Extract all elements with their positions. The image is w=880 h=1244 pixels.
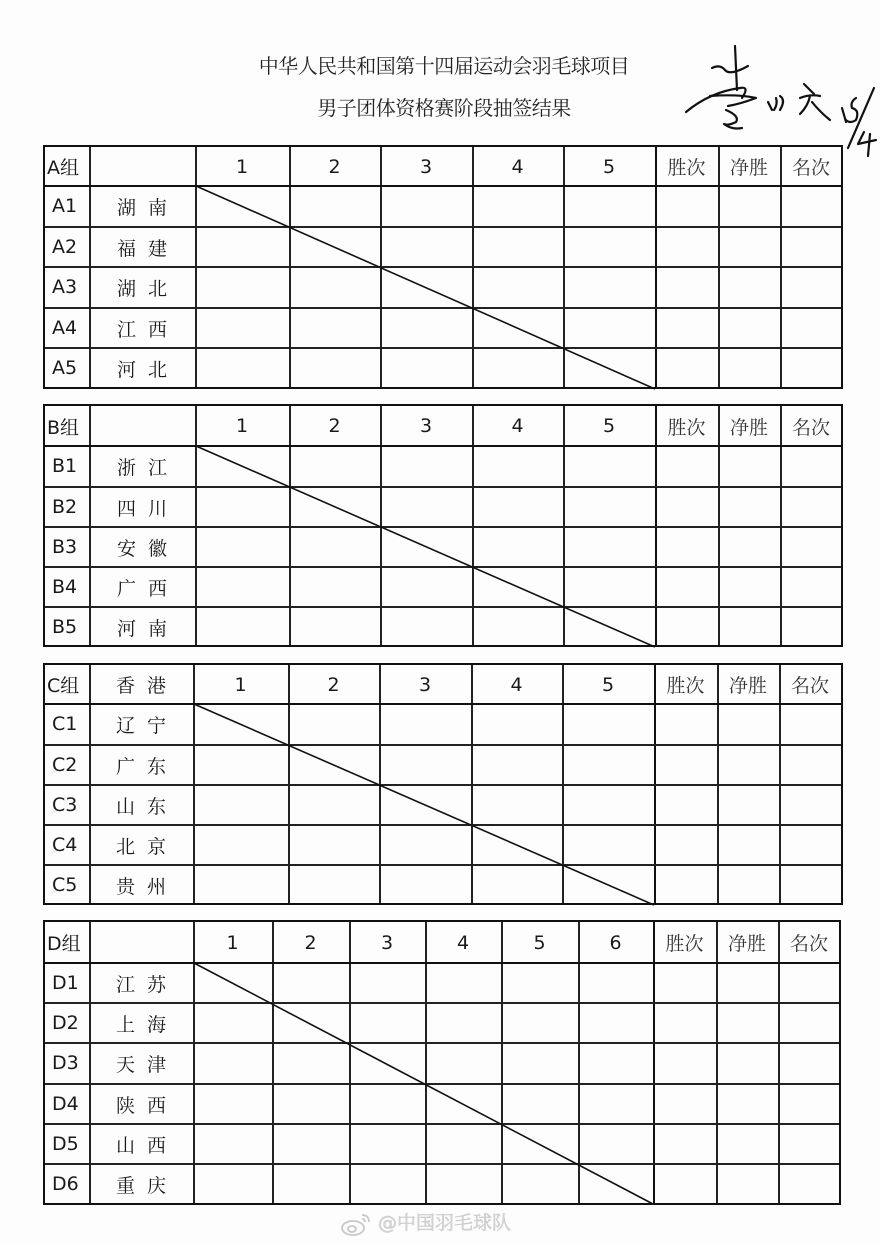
wins-header: 胜次 bbox=[667, 157, 706, 179]
team-code: A5 bbox=[52, 357, 78, 379]
group-c-table bbox=[43, 663, 843, 905]
team-code: D3 bbox=[52, 1052, 79, 1074]
team-code: C3 bbox=[52, 794, 78, 816]
team-name: 河北 bbox=[116, 358, 179, 381]
document-title-line2: 男子团体资格赛阶段抽签结果 bbox=[317, 96, 571, 120]
net-wins-header: 净胜 bbox=[729, 416, 768, 439]
team-name: 山西 bbox=[115, 1134, 178, 1157]
team-code: C4 bbox=[52, 834, 78, 856]
rank-header: 名次 bbox=[791, 416, 830, 439]
team-name: 福建 bbox=[116, 237, 179, 260]
team-code: D5 bbox=[52, 1133, 79, 1155]
team-code: D2 bbox=[52, 1012, 79, 1034]
wins-header: 胜次 bbox=[667, 416, 706, 439]
column-header: 2 bbox=[304, 931, 317, 954]
team-code: B1 bbox=[52, 455, 78, 477]
team-code: A4 bbox=[52, 317, 78, 339]
group-label: B组 bbox=[47, 416, 80, 439]
team-name: 天津 bbox=[115, 1053, 178, 1076]
team-code: B5 bbox=[52, 616, 78, 638]
team-name: 辽宁 bbox=[115, 714, 178, 737]
team-code: D6 bbox=[52, 1173, 79, 1195]
group-a-table bbox=[43, 145, 843, 389]
net-wins-header: 净胜 bbox=[729, 157, 768, 179]
wins-header: 胜次 bbox=[666, 675, 705, 697]
team-code: D4 bbox=[52, 1093, 79, 1115]
column-header: 6 bbox=[609, 931, 622, 954]
team-name: 上海 bbox=[115, 1013, 178, 1036]
team-code: B2 bbox=[52, 496, 78, 518]
team-code: D1 bbox=[52, 972, 79, 994]
team-code: C1 bbox=[52, 713, 78, 735]
column-header: 2 bbox=[327, 673, 340, 696]
team-name: 山东 bbox=[115, 795, 178, 818]
team-name: 北京 bbox=[115, 835, 178, 858]
column-header: 2 bbox=[328, 415, 341, 437]
watermark-text: @中国羽毛球队 bbox=[378, 1212, 512, 1234]
group-label: C组 bbox=[47, 675, 80, 697]
wins-header: 胜次 bbox=[665, 933, 704, 955]
team-code: A2 bbox=[52, 236, 78, 258]
column-header: 5 bbox=[602, 155, 616, 178]
rank-header: 名次 bbox=[790, 675, 829, 697]
team-name: 江西 bbox=[116, 318, 179, 341]
team-code: C5 bbox=[52, 874, 78, 896]
team-code: B4 bbox=[52, 576, 78, 598]
column-header: 4 bbox=[511, 155, 524, 178]
column-header: 4 bbox=[510, 673, 523, 696]
group-header-extra bbox=[89, 147, 195, 186]
team-name: 广西 bbox=[116, 577, 179, 600]
column-header: 3 bbox=[418, 673, 432, 696]
handwritten-signature-icon bbox=[680, 40, 880, 160]
team-code: A1 bbox=[52, 195, 78, 217]
column-header: 3 bbox=[419, 415, 433, 437]
team-code: A3 bbox=[52, 276, 78, 298]
watermark bbox=[340, 1208, 511, 1237]
weibo-logo-icon bbox=[340, 1211, 372, 1237]
column-header: 5 bbox=[601, 673, 615, 696]
group-d-table bbox=[43, 920, 841, 1205]
team-name: 河南 bbox=[116, 617, 179, 640]
net-wins-header: 净胜 bbox=[728, 675, 767, 697]
column-header: 4 bbox=[511, 415, 524, 437]
column-header: 5 bbox=[602, 415, 616, 437]
team-code: B3 bbox=[52, 536, 78, 558]
team-name: 湖南 bbox=[116, 196, 179, 219]
rank-header: 名次 bbox=[791, 157, 830, 179]
group-header-extra bbox=[89, 406, 195, 446]
column-header: 3 bbox=[380, 931, 394, 954]
group-header-extra bbox=[89, 922, 193, 963]
team-name: 安徽 bbox=[116, 537, 179, 560]
column-header: 4 bbox=[456, 931, 470, 954]
team-name: 浙江 bbox=[116, 456, 179, 479]
team-name: 贵州 bbox=[115, 875, 178, 898]
column-header: 1 bbox=[235, 415, 249, 437]
team-name: 四川 bbox=[116, 497, 179, 520]
rank-header: 名次 bbox=[789, 933, 828, 955]
group-label: D组 bbox=[47, 933, 81, 955]
document-title-line1: 中华人民共和国第十四届运动会羽毛球项目 bbox=[258, 54, 630, 78]
team-code: C2 bbox=[52, 754, 78, 776]
column-header: 1 bbox=[234, 673, 247, 696]
team-name: 广东 bbox=[115, 755, 178, 778]
team-name: 湖北 bbox=[116, 277, 179, 300]
team-name: 重庆 bbox=[115, 1174, 178, 1197]
column-header: 2 bbox=[328, 155, 341, 178]
column-header: 1 bbox=[226, 931, 239, 954]
group-label: A组 bbox=[47, 157, 79, 179]
net-wins-header: 净胜 bbox=[727, 933, 766, 955]
team-name: 江苏 bbox=[115, 973, 178, 996]
team-name: 陕西 bbox=[115, 1094, 178, 1117]
group-b-table bbox=[43, 404, 843, 647]
column-header: 1 bbox=[235, 155, 249, 178]
column-header: 3 bbox=[419, 155, 433, 178]
column-header: 5 bbox=[533, 931, 546, 954]
group-header-extra: 香港 bbox=[115, 675, 178, 697]
